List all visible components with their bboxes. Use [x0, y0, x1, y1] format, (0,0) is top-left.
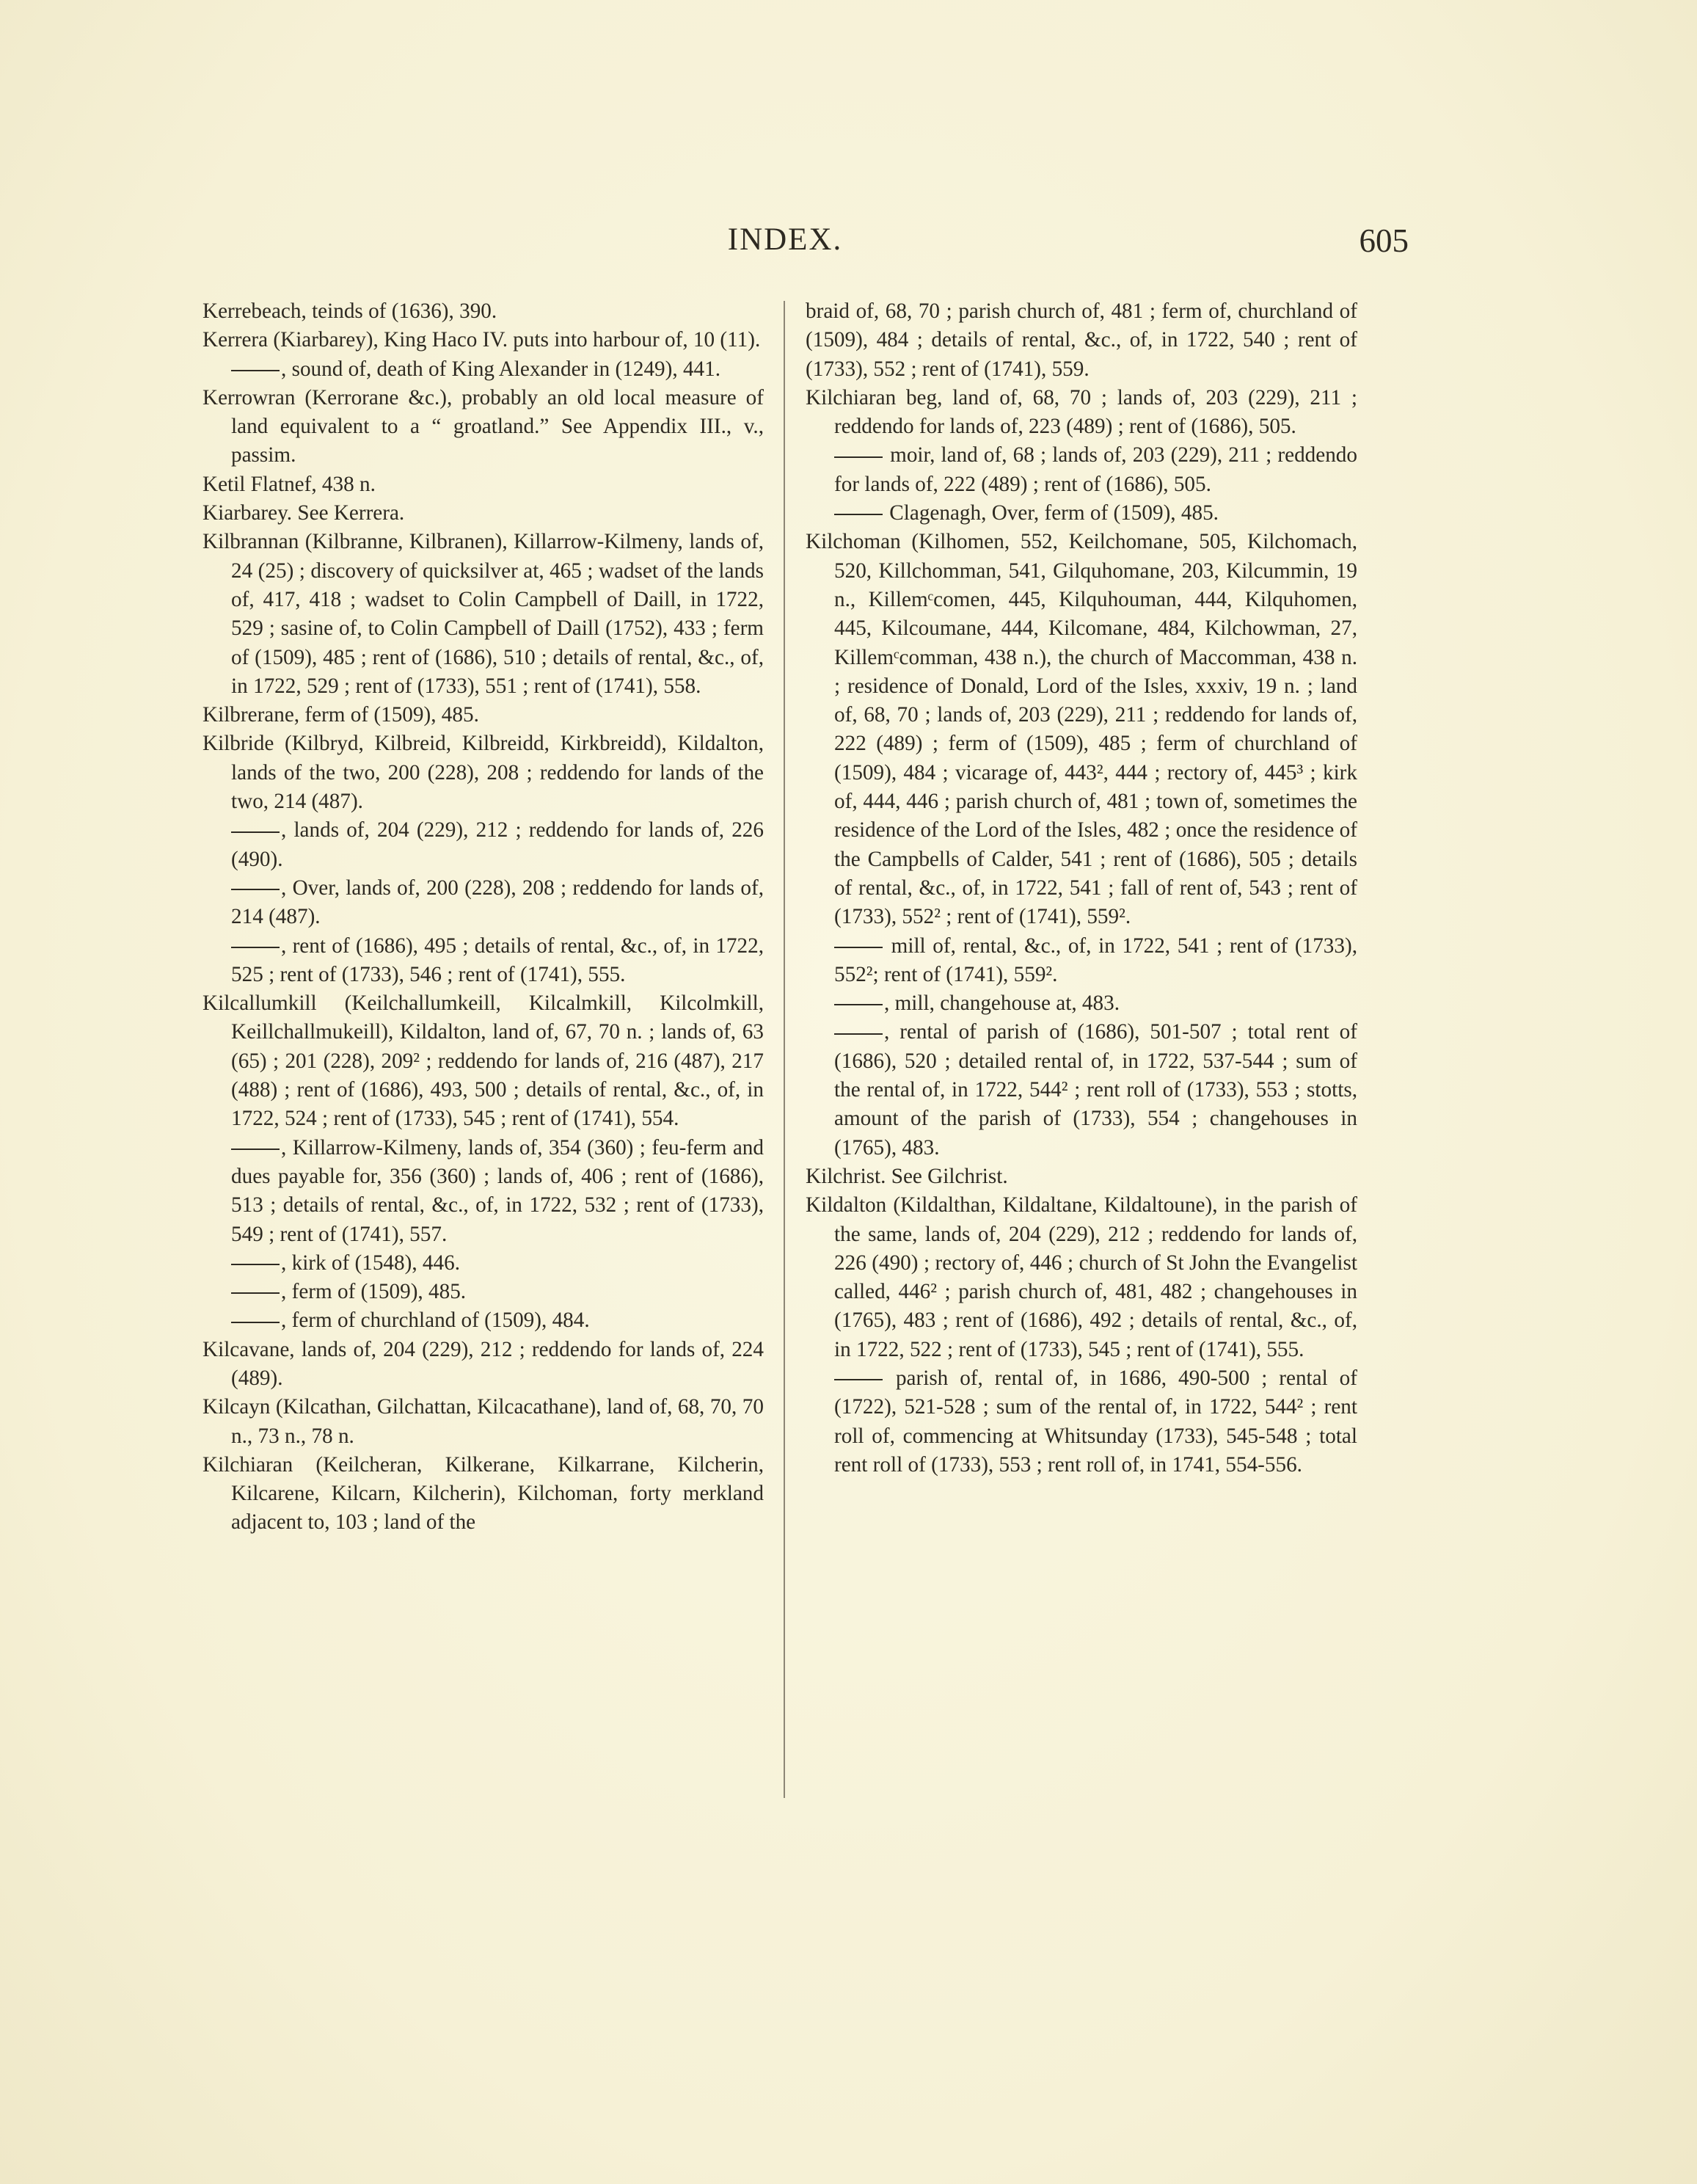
index-entry: Ketil Flatnef, 438 n.	[202, 472, 376, 496]
index-entry: Kilbrannan (Kilbranne, Kilbranen), Killarrow-Kilmeny, lands of, 24 (25) ; discovery of quicksilver at, 465 ; wadset of the lands of, 417, 418 ; wadset to Colin Campbell of Daill, in 1722, 529 ; sasine of, to Colin Campbell of Daill (1752), 433 ; ferm of (1509), 485 ; rent of (1686), 510 ; details of rental, &c., of, in 1722, 529 ; rent of (1733), 551 ; rent of (1741), 558.	[202, 530, 764, 698]
index-subentry: , rental of parish of (1686), 501-507 ; total rent of (1686), 520 ; detailed rental of, in 1722, 537-544 ; sum of the rental of, in 1722, 544² ; rent roll of (1733), 553 ; stotts, amount of the parish of (1733), 554 ; changehouses in (1765), 483.	[806, 1018, 1357, 1162]
index-subentry: mill of, rental, &c., of, in 1722, 541 ; rent of (1733), 552²; rent of (1741), 559².	[806, 932, 1357, 990]
index-subentry: moir, land of, 68 ; lands of, 203 (229), 211 ; reddendo for lands of, 222 (489) ; rent of (1686), 505.	[806, 441, 1357, 499]
index-subentry: , sound of, death of King Alexander in (1249), 441.	[202, 355, 764, 384]
index-entry: Kilbride (Kilbryd, Kilbreid, Kilbreidd, Kirkbreidd), Kildalton, lands of the two, 200 (228), 208 ; reddendo for lands of the two, 214 (487).	[202, 732, 764, 814]
left-column	[202, 297, 764, 1537]
index-subentry: , Over, lands of, 200 (228), 208 ; reddendo for lands of, 214 (487).	[202, 874, 764, 932]
index-entry: Kerrowran (Kerrorane &c.), probably an old local measure of land equivalent to a “ groatland.” See Appendix III., v., passim.	[202, 385, 764, 467]
index-subentry: Clagenagh, Over, ferm of (1509), 485.	[806, 499, 1357, 528]
index-entry: Kilchiaran beg, land of, 68, 70 ; lands of, 203 (229), 211 ; reddendo for lands of, 223 (489) ; rent of (1686), 505.	[806, 385, 1357, 439]
index-entry: Kilcallumkill (Keilchallumkeill, Kilcalmkill, Kilcolmkill, Keillchallmukeill), Kildalton, land of, 67, 70 n. ; lands of, 63 (65) ; 201 (228), 209² ; reddendo for lands of, 216 (487), 217 (488) ; rent of (1686), 493, 500 ; details of rental, &c., of, in 1722, 524 ; rent of (1733), 545 ; rent of (1741), 554.	[202, 991, 764, 1131]
index-entry: Kilcayn (Kilcathan, Gilchattan, Kilcacathane), land of, 68, 70, 70 n., 73 n., 78 n.	[202, 1395, 764, 1448]
index-entry-continuation: braid of, 68, 70 ; parish church of, 481 ; ferm of, churchland of (1509), 484 ; details of rental, &c., of, in 1722, 540 ; rent of (1733), 552 ; rent of (1741), 559.	[806, 299, 1357, 381]
index-entry: Kiarbarey. See Kerrera.	[202, 501, 405, 525]
index-subentry: , kirk of (1548), 446.	[202, 1249, 764, 1278]
index-entry: Kilbrerane, ferm of (1509), 485.	[202, 703, 479, 727]
index-entry: Kildalton (Kildalthan, Kildaltane, Kildaltoune), in the parish of the same, lands of, 204 (229), 212 ; reddendo for lands of, 226 (490) ; rectory of, 446 ; church of St John the Evangelist called, 446² ; parish church of, 481, 482 ; changehouses in (1765), 483 ; rent of (1686), 492 ; details of rental, &c., of, in 1722, 522 ; rent of (1733), 545 ; rent of (1741), 555.	[806, 1193, 1357, 1361]
index-entry: Kilchoman (Kilhomen, 552, Keilchomane, 505, Kilchomach, 520, Killchomman, 541, Gilquhomane, 203, Kilcummin, 19 n., Killemᶜcomen, 445, Kilquhouman, 444, Kilquhomen, 445, Kilcoumane, 444, Kilcomane, 484, Kilchowman, 27, Killemᶜcomman, 438 n.), the church of Maccomman, 438 n. ; residence of Donald, Lord of the Isles, xxxiv, 19 n. ; land of, 68, 70 ; lands of, 203 (229), 211 ; reddendo for lands of, 222 (489) ; ferm of (1509), 485 ; ferm of churchland of (1509), 484 ; vicarage of, 443², 444 ; rectory of, 445³ ; kirk of, 444, 446 ; parish church of, 481 ; town of, sometimes the residence of the Lord of the Isles, 482 ; once the residence of the Campbells of Calder, 541 ; rent of (1686), 505 ; details of rental, &c., of, in 1722, 541 ; fall of rent of, 543 ; rent of (1733), 552² ; rent of (1741), 559².	[806, 530, 1357, 929]
index-subentry: , ferm of (1509), 485.	[202, 1278, 764, 1306]
index-subentry: , ferm of churchland of (1509), 484.	[202, 1306, 764, 1335]
index-subentry: , lands of, 204 (229), 212 ; reddendo for lands of, 226 (490).	[202, 816, 764, 874]
index-entry: Kilchrist. See Gilchrist.	[806, 1164, 1008, 1188]
page-number: 605	[1359, 222, 1409, 259]
index-entry: Kilcavane, lands of, 204 (229), 212 ; reddendo for lands of, 224 (489).	[202, 1337, 764, 1390]
right-column	[806, 297, 1357, 1479]
index-subentry: parish of, rental of, in 1686, 490-500 ; rental of (1722), 521-528 ; sum of the rental of, in 1722, 544² ; rent roll of, commencing at Whitsunday (1733), 545-548 ; total rent roll of (1733), 553 ; rent roll of, in 1741, 554-556.	[806, 1364, 1357, 1479]
index-entry: Kerrera (Kiarbarey), King Haco IV. puts into harbour of, 10 (11).	[202, 328, 761, 352]
column-divider	[784, 301, 785, 1798]
index-entry: Kerrebeach, teinds of (1636), 390.	[202, 299, 497, 323]
index-subentry: , rent of (1686), 495 ; details of rental, &c., of, in 1722, 525 ; rent of (1733), 546 ; rent of (1741), 555.	[202, 932, 764, 990]
index-subentry: , mill, changehouse at, 483.	[806, 989, 1357, 1018]
index-entry: Kilchiaran (Keilcheran, Kilkerane, Kilkarrane, Kilcherin, Kilcarene, Kilcarn, Kilcherin), Kilchoman, forty merkland adjacent to, 103 ; land of the	[202, 1452, 764, 1535]
index-subentry: , Killarrow-Kilmeny, lands of, 354 (360) ; feu-ferm and dues payable for, 356 (360) ; lands of, 406 ; rent of (1686), 513 ; details of rental, &c., of, in 1722, 532 ; rent of (1733), 549 ; rent of (1741), 557.	[202, 1134, 764, 1249]
running-header: INDEX.	[727, 222, 843, 257]
